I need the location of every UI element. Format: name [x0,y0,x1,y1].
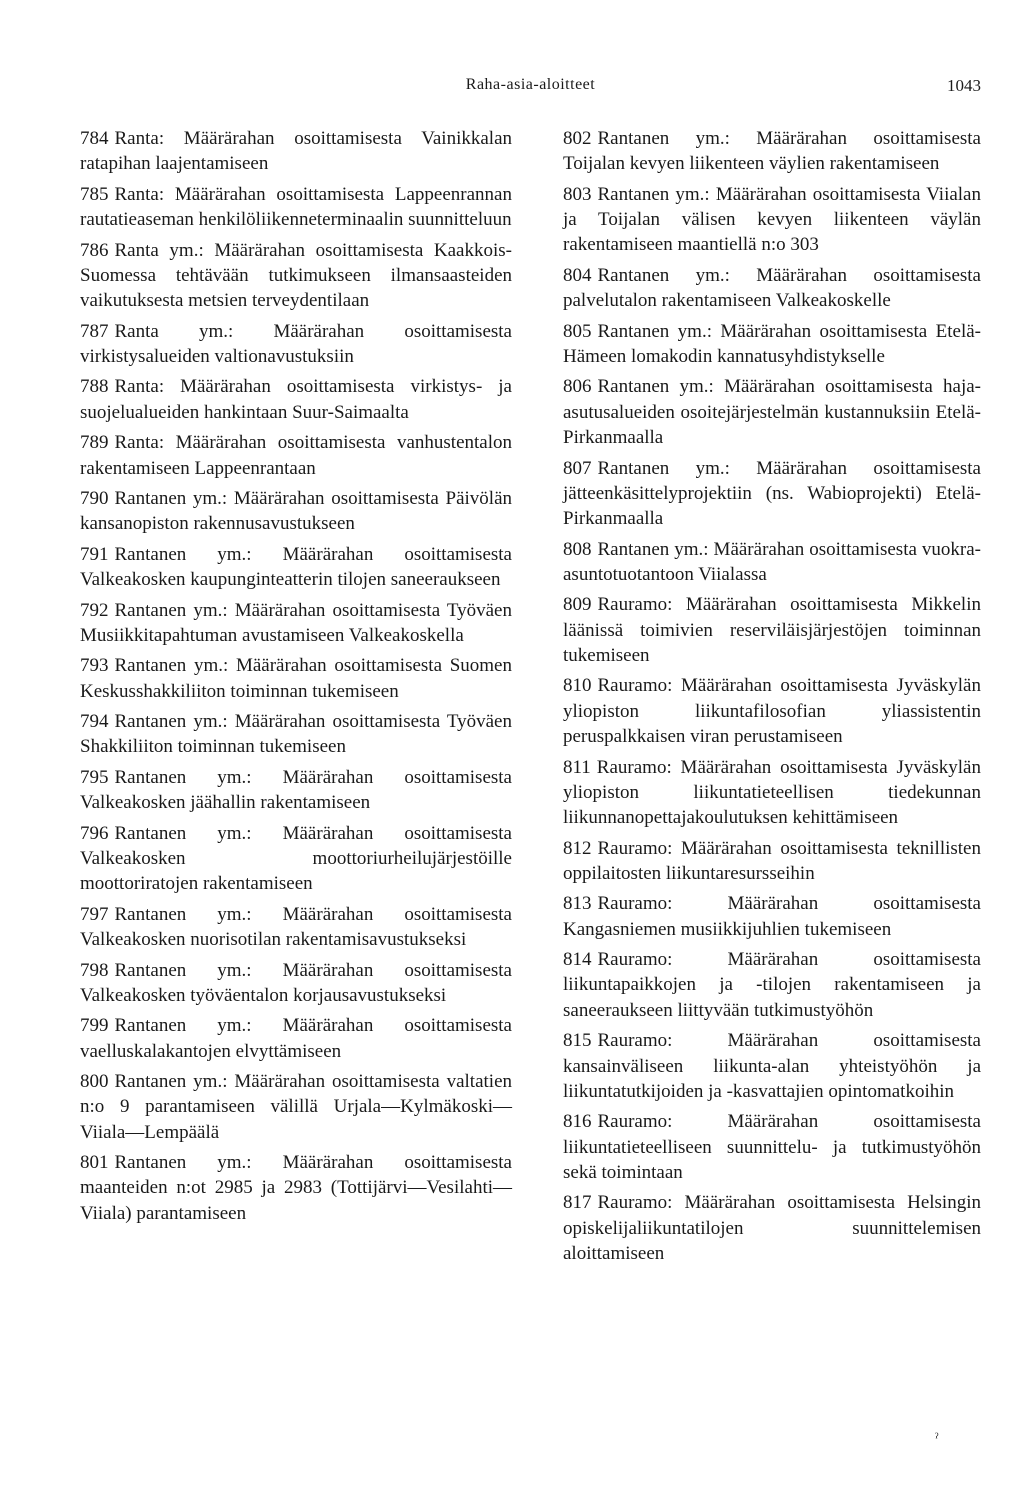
entry-text: Ranta: Määrärahan osoittamisesta vanhustentalon rakentamiseen Lappeenrantaan [80,432,512,479]
list-item [80,598,512,649]
list-item [563,537,981,588]
entry-number: 792 [80,599,109,621]
entry-text: Rantanen ym.: Määrärahan osoittamisesta maanteiden n:ot 2985 ja 2983 (Tottijärvi—Vesilahti—Viiala) parantamiseen [80,1152,512,1224]
entry-text: Rantanen ym.: Määrärahan osoittamisesta Valkeakosken moottoriurheilujärjestöille moottoriratojen rakentamiseen [80,822,512,895]
entry-text: Rauramo: Määrärahan osoittamisesta Kangasniemen musiikkijuhlien tukemiseen [563,893,981,940]
entry-text: Rantanen ym.: Määrärahan osoittamisesta Toijalan kevyen liikenteen väylien rakentamiseen [563,128,981,175]
entry-text: Ranta: Määrärahan osoittamisesta virkistys- ja suojelualueiden hankintaan Suur-Saimaalta [80,376,512,423]
entry-number: 810 [563,675,592,697]
entry-text: Ranta ym.: Määrärahan osoittamisesta Kaakkois-Suomessa tehtävään tutkimukseen ilmansaasteiden vaikutuksesta metsien terveydentilaan [80,239,512,312]
entry-number: 804 [563,264,592,286]
entry-number: 812 [563,837,592,859]
entry-text: Rantanen ym.: Määrärahan osoittamisesta Työväen Musiikkitapahtuman avustamiseen Valkeakoskella [80,599,512,646]
left-column [80,126,512,1231]
entry-text: Rantanen ym.: Määrärahan osoittamisesta palvelutalon rakentamiseen Valkeakoskelle [563,264,981,312]
list-item [563,263,981,314]
entry-text: Rantanen ym.: Määrärahan osoittamisesta Viialan ja Toijalan välisen kevyen liikenteen väylän rakentamiseen maantiellä n:o 303 [563,183,981,256]
entry-text: Rantanen ym.: Määrärahan osoittamisesta Valkeakosken jäähallin rakentamiseen [80,766,512,814]
list-item [563,1190,981,1266]
entry-text: Rantanen ym.: Määrärahan osoittamisesta valtatien n:o 9 parantamiseen välillä Urjala—Kylmäkoski—Viiala—Lempäälä [80,1071,512,1143]
entry-number: 798 [80,959,109,981]
list-item [563,319,981,370]
list-item [80,182,512,233]
running-title: Raha-asia-aloitteet [465,76,596,93]
entry-text: Rantanen ym.: Määrärahan osoittamisesta Työväen Shakkiliiton toiminnan tukemiseen [80,711,512,758]
list-item [563,592,981,668]
entry-number: 791 [80,543,109,565]
list-item [563,1028,981,1104]
entry-number: 787 [80,320,109,342]
list-item [80,542,512,593]
entry-number: 799 [80,1015,109,1037]
list-item [80,486,512,537]
entry-number: 815 [563,1030,592,1052]
entry-text: Rauramo: Määrärahan osoittamisesta Mikkelin läänissä toimivien reserviläisjärjestöjen toiminnan tukemiseen [563,594,981,666]
entry-text: Ranta: Määrärahan osoittamisesta Vainikkalan ratapihan laajentamiseen [80,128,512,175]
entry-number: 790 [80,487,109,509]
entry-number: 809 [563,594,592,616]
list-item [80,319,512,370]
list-item [80,1069,512,1145]
entry-number: 803 [563,183,592,205]
list-item [563,456,981,532]
entry-number: 789 [80,432,109,454]
page-number: 1043 [947,76,981,95]
entry-number: 806 [563,376,592,398]
list-item [80,958,512,1009]
entry-number: 795 [80,766,109,788]
entry-text: Rauramo: Määrärahan osoittamisesta Jyväskylän yliopiston liikuntatieteellisen tiedekunnan liikunnanopettajakoulutuksen kehittämiseen [563,756,981,829]
entry-text: Rantanen ym.: Määrärahan osoittamisesta Valkeakosken työväentalon korjausavustukseksi [80,959,512,1006]
entry-number: 817 [563,1192,592,1214]
entry-text: Rantanen ym.: Määrärahan osoittamisesta vaelluskalakantojen elvyttämiseen [80,1015,512,1062]
entry-number: 797 [80,903,109,925]
entry-number: 801 [80,1152,109,1174]
list-item [563,891,981,942]
entry-text: Rauramo: Määrärahan osoittamisesta kansainväliseen liikunta-alan yhteistyöhön ja liikuntatutkijoiden ja -kasvattajien opintomatkoihin [563,1030,981,1102]
entry-number: 800 [80,1071,109,1093]
list-item [80,1013,512,1064]
entry-number: 802 [563,128,592,149]
list-item [563,1109,981,1185]
list-item [80,709,512,760]
entry-number: 785 [80,183,109,205]
entry-number: 786 [80,239,109,261]
entry-text: Ranta ym.: Määrärahan osoittamisesta virkistysalueiden valtionavustuksiin [80,320,512,367]
list-item [80,821,512,897]
entry-text: Rantanen ym.: Määrärahan osoittamisesta Valkeakosken kaupunginteatterin tilojen saneeraukseen [80,543,512,591]
list-item [80,653,512,704]
entry-number: 784 [80,128,109,149]
entry-text: Ranta: Määrärahan osoittamisesta Lappeenrannan rautatieaseman henkilöliikenneterminaalin suunnitteluun [80,183,512,231]
entry-text: Rauramo: Määrärahan osoittamisesta liikuntatieteelliseen suunnittelu- ja tutkimustyöhön sekä toimintaan [563,1111,981,1183]
entry-number: 807 [563,457,592,479]
list-item [563,836,981,887]
list-item [80,765,512,816]
list-item [80,1150,512,1226]
stray-print-mark: ˀ [935,1431,939,1446]
entry-text: Rantanen ym.: Määrärahan osoittamisesta jätteenkäsittelyprojektiin (ns. Wabioprojekti) Etelä-Pirkanmaalla [563,457,981,530]
entry-text: Rantanen ym.: Määrärahan osoittamisesta haja-asutusalueiden osoitejärjestelmän kustannuksiin Etelä-Pirkanmaalla [563,376,981,449]
list-item [563,126,981,177]
entry-text: Rauramo: Määrärahan osoittamisesta teknillisten oppilaitosten liikuntaresursseihin [563,837,981,884]
list-item [80,238,512,314]
entry-text: Rauramo: Määrärahan osoittamisesta Helsingin opiskelijaliikuntatilojen suunnittelemisen aloittamiseen [563,1192,981,1264]
list-item [563,947,981,1023]
entry-number: 814 [563,949,592,971]
entry-text: Rantanen ym.: Määrärahan osoittamisesta Etelä-Hämeen lomakodin kannatusyhdistykselle [563,320,981,367]
entry-number: 816 [563,1111,592,1133]
page-header [80,76,981,100]
entry-number: 808 [563,538,592,560]
entry-number: 811 [563,756,591,778]
list-item [563,374,981,450]
list-item [563,755,981,831]
list-item [80,126,512,177]
list-item [80,374,512,425]
entry-text: Rauramo: Määrärahan osoittamisesta liikuntapaikkojen ja -tilojen rakentamiseen ja saneeraukseen liittyvään tutkimustyöhön [563,949,981,1021]
list-item [563,182,981,258]
entry-number: 788 [80,376,109,398]
entry-text: Rantanen ym.: Määrärahan osoittamisesta Valkeakosken nuorisotilan rakentamisavustukseksi [80,903,512,951]
right-column [563,126,981,1271]
entry-number: 794 [80,711,109,733]
entry-number: 796 [80,822,109,844]
list-item [80,902,512,953]
entry-number: 805 [563,320,592,342]
entry-text: Rantanen ym.: Määrärahan osoittamisesta vuokra-asuntotuotantoon Viialassa [563,538,981,585]
entry-number: 793 [80,655,109,677]
list-item [563,673,981,749]
entry-text: Rauramo: Määrärahan osoittamisesta Jyväskylän yliopiston liikuntafilosofian yliassistentin peruspalkkaisen viran perustamiseen [563,675,981,748]
entry-text: Rantanen ym.: Määrärahan osoittamisesta Suomen Keskusshakkiliiton toiminnan tukemiseen [80,655,512,702]
entry-number: 813 [563,893,592,915]
list-item [80,430,512,481]
entry-text: Rantanen ym.: Määrärahan osoittamisesta Päivölän kansanopiston rakennusavustukseen [80,487,512,535]
